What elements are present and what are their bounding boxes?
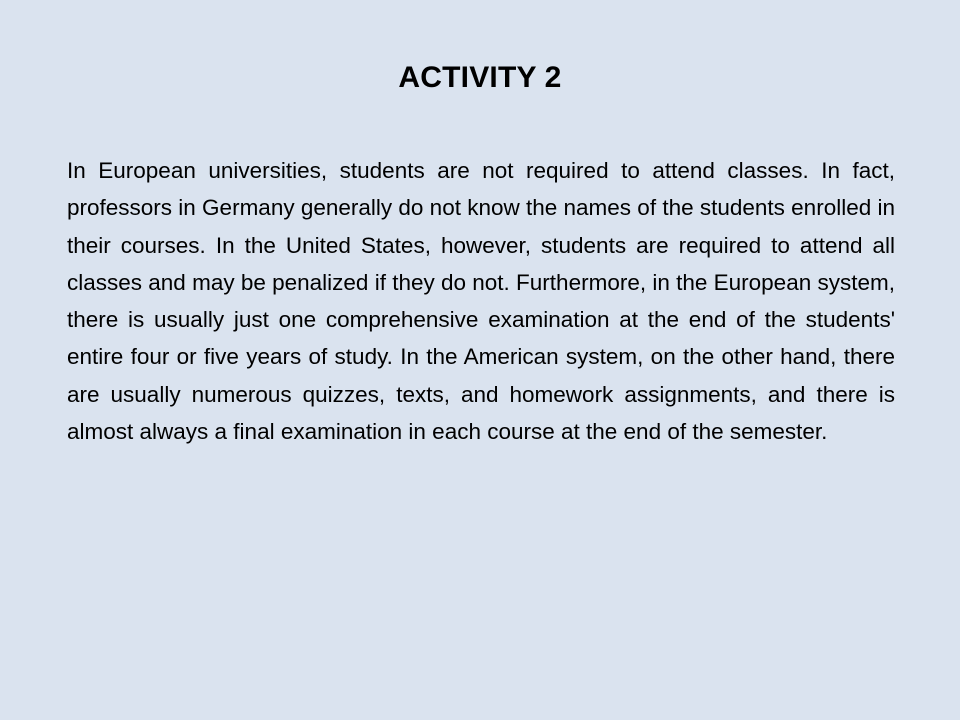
slide-title: ACTIVITY 2 <box>398 61 562 94</box>
slide-body-text: In European universities, students are not required to attend classes. In fact, professors in Germany generally do not know the names of the students enrolled in their courses. In the United States, however, students are required to attend all classes and may be penalized if they do not. Furthermore, in the European system, there is usually just one comprehensive examination at the end of the students' entire four or five years of study. In the American system, on the other hand, there are usually numerous quizzes, texts, and homework assignments, and there is almost always a final examination in each course at the end of the semester. <box>67 158 895 445</box>
